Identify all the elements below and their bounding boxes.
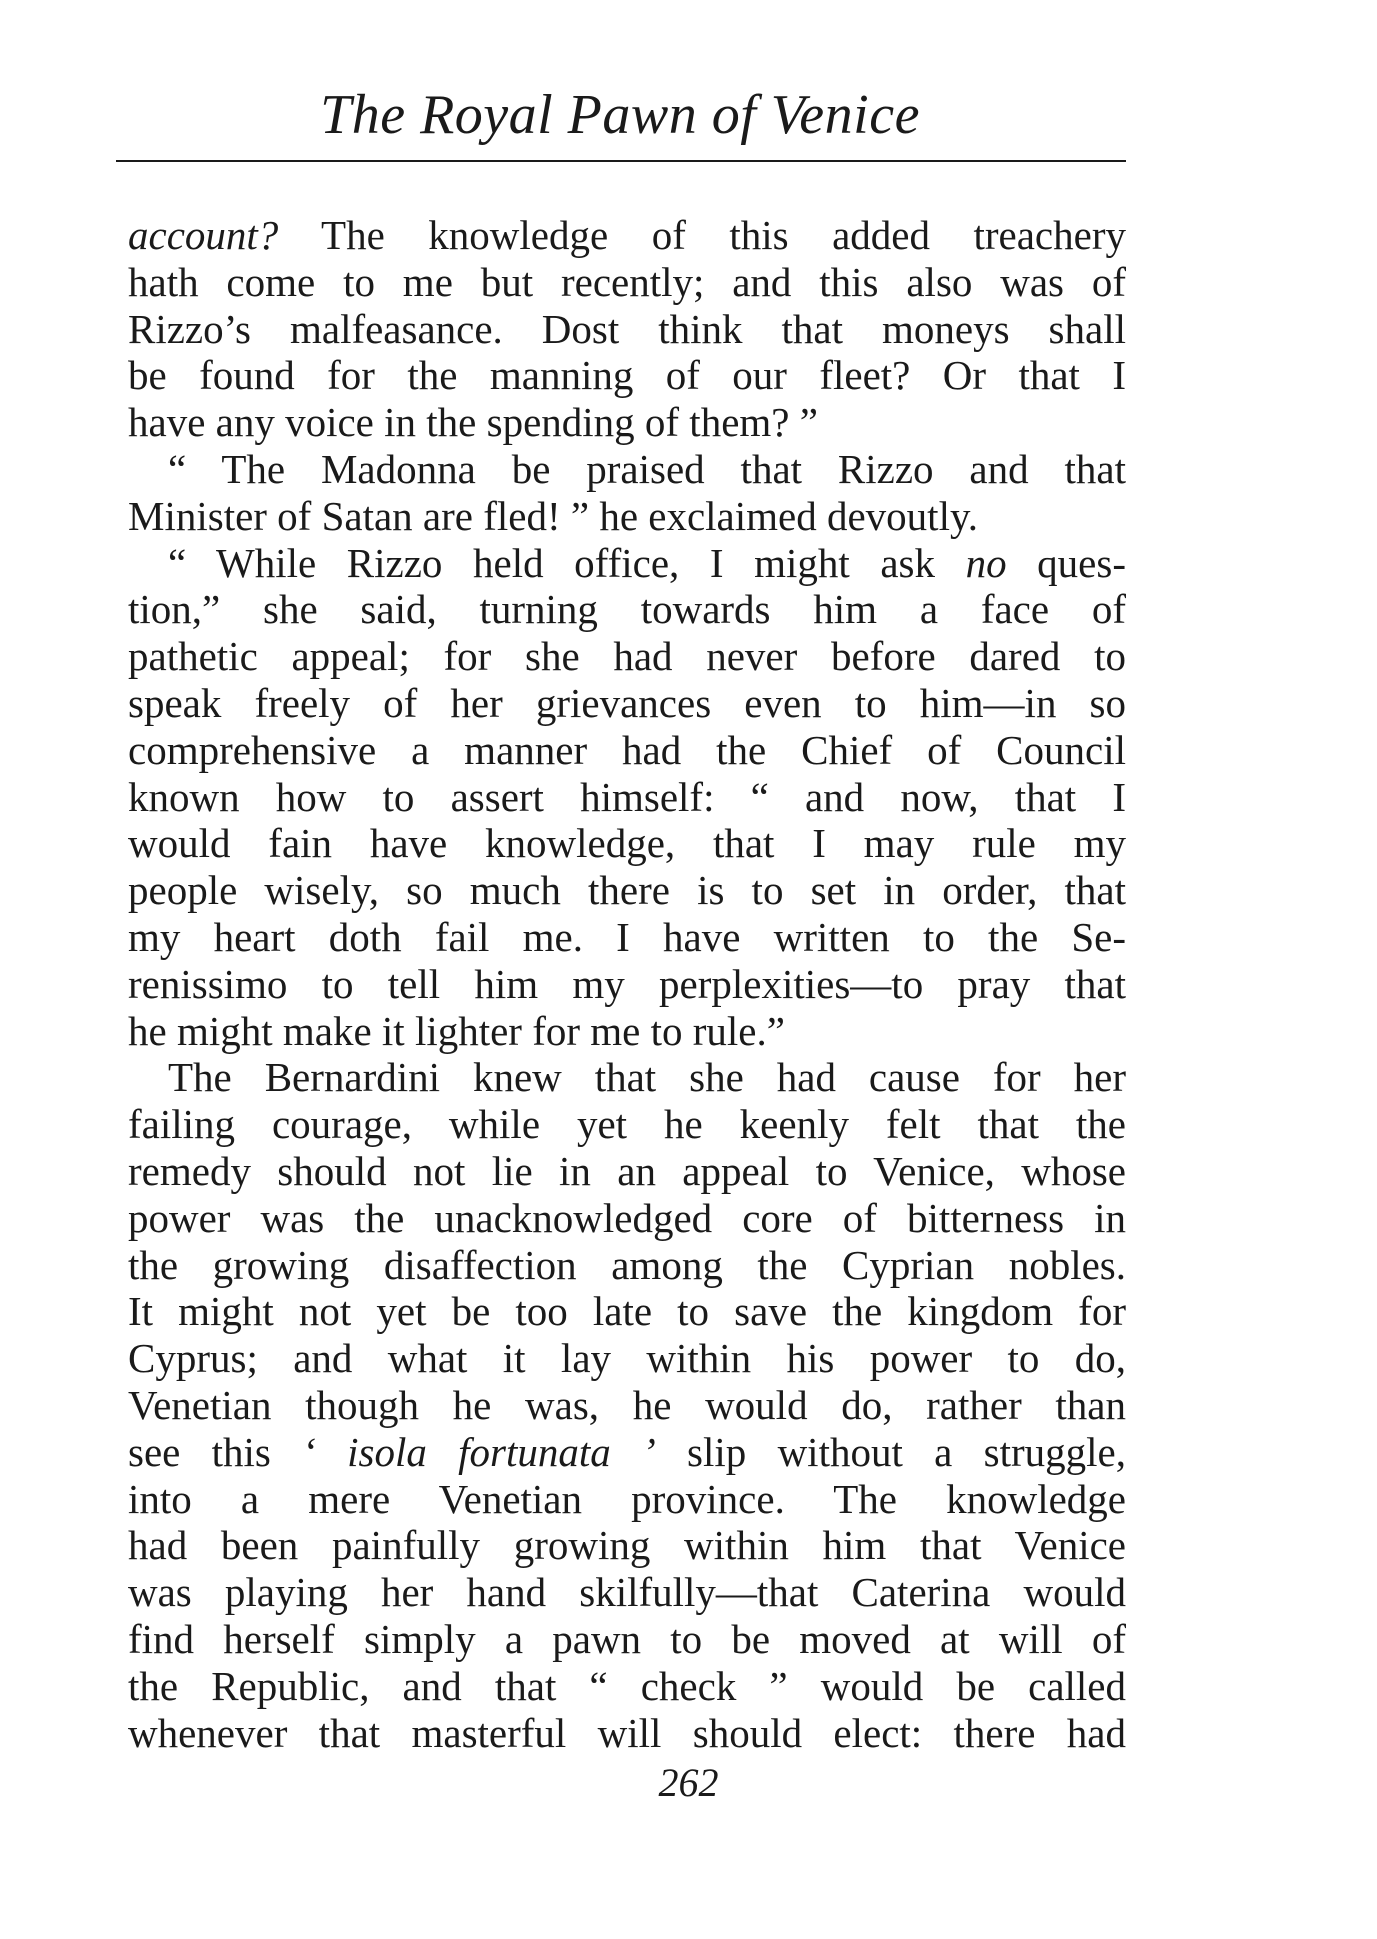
header-rule [116, 160, 1126, 162]
text-run: The knowledge of this added treachery [278, 212, 1126, 258]
text-line [128, 1195, 1126, 1242]
text-run: The Bernardini knew that she had cause for her [168, 1054, 1126, 1101]
text-run: people wisely, so much there is to set in order, that [128, 867, 1126, 914]
text-line [128, 1663, 1126, 1710]
text-run: known how to assert himself: “ and now, that I [128, 773, 1126, 820]
text-run: tion,” she said, turning towards him a face of [128, 586, 1126, 633]
text-line [128, 493, 1126, 540]
text-line [128, 540, 1126, 587]
text-line [128, 633, 1126, 680]
text-run: pathetic appeal; for she had never before dared to [128, 633, 1126, 680]
text-line [128, 259, 1126, 306]
text-run: Minister of Satan are fled! ” he exclaimed devoutly. [128, 492, 979, 539]
text-run: It might not yet be too late to save the kingdom for [128, 1288, 1126, 1335]
text-run: Venetian though he was, he would do, rather than [128, 1381, 1126, 1428]
text-line [128, 1382, 1126, 1429]
text-line [128, 1616, 1126, 1663]
text-line [128, 1054, 1126, 1101]
text-line [128, 727, 1126, 774]
text-line [128, 820, 1126, 867]
text-line [128, 1008, 1126, 1055]
text-run: had been painfully growing within him that Venice [128, 1522, 1126, 1569]
text-line [128, 1522, 1126, 1569]
text-line [128, 914, 1126, 961]
text-line [128, 961, 1126, 1008]
text-line [128, 1242, 1126, 1289]
text-line [128, 1148, 1126, 1195]
text-run: the growing disaffection among the Cyprian nobles. [128, 1241, 1126, 1288]
text-run: into a mere Venetian province. The knowledge [128, 1475, 1126, 1522]
text-line [128, 1476, 1126, 1523]
text-line [128, 446, 1126, 493]
text-run: was playing her hand skilfully—that Caterina would [128, 1569, 1126, 1616]
text-run: see this [128, 1428, 303, 1475]
text-run: would fain have knowledge, that I may rule my [128, 820, 1126, 867]
text-line [128, 1429, 1126, 1476]
text-line [128, 212, 1126, 259]
text-line [128, 680, 1126, 727]
text-run: “ While Rizzo held office, I might ask [168, 539, 966, 586]
text-run: be found for the manning of our fleet? Or that I [128, 352, 1126, 399]
text-run: whenever that masterful will should elect: there had [128, 1709, 1126, 1756]
body-text [128, 212, 1126, 1756]
italic-text: ‘ isola fortunata ’ [302, 1428, 656, 1475]
text-line [128, 352, 1126, 399]
text-run: slip without a struggle, [655, 1428, 1126, 1475]
text-run: renissimo to tell him my perplexities—to pray that [128, 960, 1126, 1007]
text-run: Rizzo’s malfeasance. Dost think that moneys shall [128, 305, 1126, 352]
italic-text: account? [128, 212, 279, 258]
text-line [128, 306, 1126, 353]
italic-text: no [965, 539, 1007, 586]
text-line [128, 867, 1126, 914]
text-line [128, 1569, 1126, 1616]
text-run: remedy should not lie in an appeal to Venice, whose [128, 1147, 1126, 1194]
page-number: 262 [658, 1760, 719, 1805]
text-run: find herself simply a pawn to be moved at will of [128, 1615, 1126, 1662]
text-line [128, 399, 1126, 446]
text-run: he might make it lighter for me to rule.” [128, 1007, 785, 1054]
text-run: comprehensive a manner had the Chief of Council [128, 726, 1126, 773]
text-line [128, 1335, 1126, 1382]
text-run: ques- [1006, 539, 1126, 586]
text-run: speak freely of her grievances even to him—in so [128, 679, 1126, 726]
text-run: power was the unacknowledged core of bitterness in [128, 1194, 1126, 1241]
text-line [128, 1288, 1126, 1335]
running-title: The Royal Pawn of Venice [320, 84, 920, 146]
text-run: the Republic, and that “ check ” would be called [128, 1662, 1126, 1709]
text-run: “ The Madonna be praised that Rizzo and that [168, 445, 1126, 492]
text-line [128, 1101, 1126, 1148]
text-line [128, 586, 1126, 633]
text-run: Cyprus; and what it lay within his power to do, [128, 1335, 1126, 1382]
text-line [128, 1710, 1126, 1757]
text-line [128, 774, 1126, 821]
text-run: failing courage, while yet he keenly felt that the [128, 1101, 1126, 1148]
text-run: hath come to me but recently; and this also was of [128, 258, 1126, 305]
text-run: have any voice in the spending of them? ” [128, 399, 818, 446]
text-run: my heart doth fail me. I have written to the Se- [128, 913, 1126, 960]
